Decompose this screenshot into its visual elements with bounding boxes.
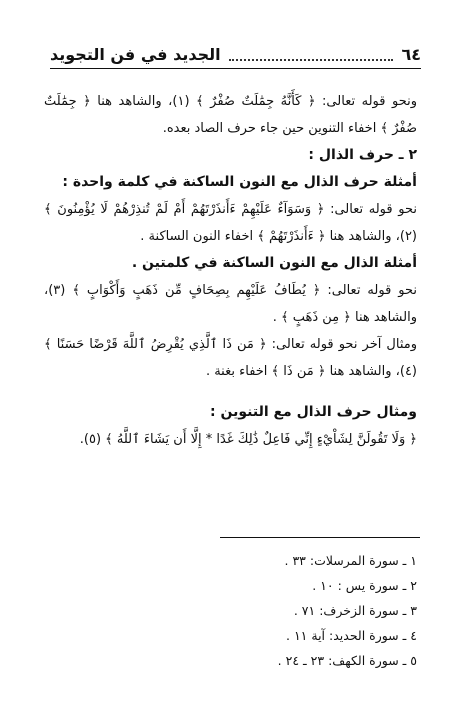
- footnote-1: ١ ـ سورة المرسلات: ٣٣ .: [284, 553, 417, 568]
- paragraph-2: نحو قوله تعالى: ﴿ وَسَوَآءٌ عَلَيْهِمْ ءَأَنذَرْتَهُمْ أَمْ لَمْ تُنذِرْهُمْ لَا يُؤْمِنُونَ ﴾ (٢)، والشاهد هنا ﴿ ءَأَنذَرْتَهُمْ ﴾ اخفاء النون الساكنة .: [44, 202, 417, 244]
- subheading-two-words: أمثلة الذال مع النون الساكنة في كلمتين .: [131, 255, 417, 271]
- main-text: [44, 88, 417, 453]
- footnote-5: ٥ ـ سورة الكهف: ٢٣ ـ ٢٤ .: [277, 653, 417, 668]
- paragraph-3: نحو قوله تعالى: ﴿ يُطَافُ عَلَيْهِم بِصِحَافٍ مِّن ذَهَبٍ وَأَكْوَابٍ ﴾ (٣)، والشاهد هنا ﴿ مِن ذَهَبٍ ﴾ .: [44, 283, 417, 325]
- running-title: الجديد في فن التجويد: [50, 45, 221, 64]
- footnote-4: ٤ ـ سورة الحديد: آية ١١ .: [286, 628, 417, 643]
- page-number: ٦٤: [401, 45, 421, 64]
- page-header: [50, 40, 421, 69]
- footnote-3: ٣ ـ سورة الزخرف: ٧١ .: [293, 603, 417, 618]
- footnotes: [157, 548, 417, 673]
- footnote-divider: [220, 537, 420, 538]
- header-dotted-leader: [229, 59, 394, 61]
- subheading-one-word: أمثلة حرف الذال مع النون الساكنة في كلمة واحدة :: [62, 174, 417, 190]
- paragraph-4: ومثال آخر نحو قوله تعالى: ﴿ مَن ذَا ٱلَّذِي يُقْرِضُ ٱللَّهَ قَرْضًا حَسَنًا ﴾ (٤)، والشاهد هنا ﴿ مَن ذَا ﴾ اخفاء بغنة .: [44, 337, 417, 379]
- spacer: [44, 385, 417, 399]
- section-heading-dhal: ٢ ـ حرف الذال :: [308, 147, 417, 163]
- subheading-tanween: ومثال حرف الذال مع التنوين :: [210, 404, 417, 420]
- footnote-2: ٢ ـ سورة يس : ١٠ .: [312, 578, 417, 593]
- paragraph-1: ونحو قوله تعالى: ﴿ كَأَنَّهُ جِمَٰلَتٌ صُفْرٌ ﴾ (١)، والشاهد هنا ﴿ جِمَٰلَتٌ صُفْرٌ ﴾ اخفاء التنوين حين جاء حرف الصاد بعده.: [44, 94, 417, 136]
- paragraph-5: ﴿ وَلَا تَقُولَنَّ لِشَاْيْءٍ إِنِّي فَاعِلٌ ذَٰلِكَ غَدًا * إِلَّا أَن يَشَاءَ ٱللَّهُ ﴾ (٥).: [79, 432, 417, 447]
